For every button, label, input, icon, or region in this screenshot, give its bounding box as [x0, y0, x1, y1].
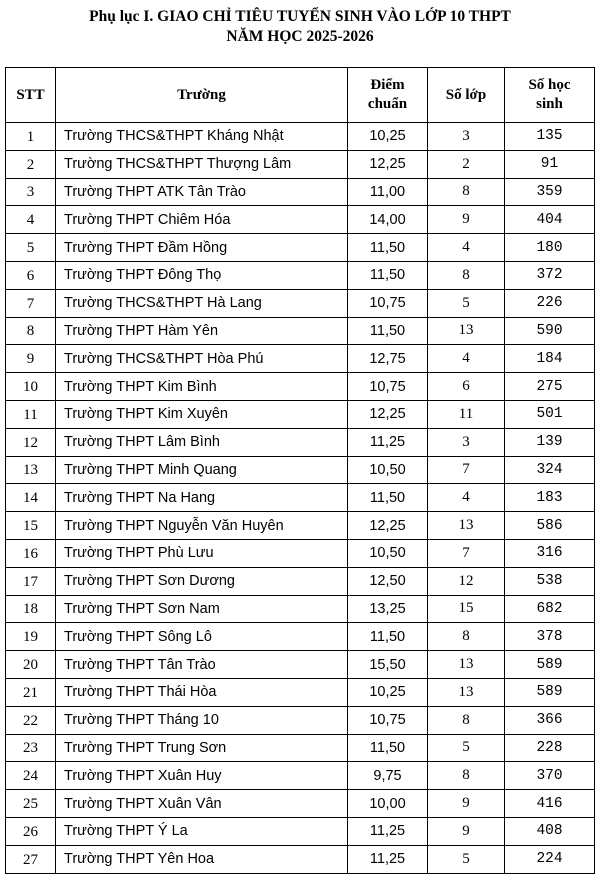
cell-classes: 15 — [428, 595, 505, 623]
cell-students: 228 — [505, 734, 595, 762]
cell-classes: 5 — [428, 845, 505, 873]
cell-score: 11,50 — [348, 261, 428, 289]
cell-students: 224 — [505, 845, 595, 873]
cell-classes: 8 — [428, 178, 505, 206]
cell-classes: 3 — [428, 428, 505, 456]
cell-score: 10,75 — [348, 289, 428, 317]
cell-stt: 23 — [6, 734, 56, 762]
cell-score: 11,25 — [348, 817, 428, 845]
cell-students: 183 — [505, 484, 595, 512]
cell-stt: 26 — [6, 817, 56, 845]
cell-score: 11,50 — [348, 317, 428, 345]
cell-score: 15,50 — [348, 651, 428, 679]
cell-school: Trường THPT Kim Xuyên — [56, 400, 348, 428]
cell-score: 10,25 — [348, 123, 428, 151]
cell-classes: 13 — [428, 678, 505, 706]
cell-classes: 5 — [428, 289, 505, 317]
cell-classes: 13 — [428, 317, 505, 345]
cell-score: 10,50 — [348, 456, 428, 484]
table-row — [6, 289, 595, 317]
cell-score: 10,00 — [348, 790, 428, 818]
cell-stt: 25 — [6, 790, 56, 818]
cell-classes: 11 — [428, 400, 505, 428]
cell-school: Trường THPT Na Hang — [56, 484, 348, 512]
cell-score: 9,75 — [348, 762, 428, 790]
cell-score: 11,50 — [348, 734, 428, 762]
cell-students: 501 — [505, 400, 595, 428]
cell-students: 370 — [505, 762, 595, 790]
cell-classes: 2 — [428, 150, 505, 178]
cell-stt: 19 — [6, 623, 56, 651]
cell-score: 12,50 — [348, 567, 428, 595]
cell-school: Trường THPT Hàm Yên — [56, 317, 348, 345]
table-row — [6, 762, 595, 790]
cell-school: Trường THPT Thái Hòa — [56, 678, 348, 706]
cell-students: 408 — [505, 817, 595, 845]
cell-students: 226 — [505, 289, 595, 317]
cell-students: 590 — [505, 317, 595, 345]
cell-school: Trường THPT Ý La — [56, 817, 348, 845]
cell-score: 11,00 — [348, 178, 428, 206]
cell-stt: 14 — [6, 484, 56, 512]
cell-score: 10,25 — [348, 678, 428, 706]
cell-score: 10,50 — [348, 539, 428, 567]
table-row — [6, 206, 595, 234]
cell-score: 11,50 — [348, 623, 428, 651]
cell-classes: 13 — [428, 651, 505, 679]
cell-school: Trường THPT Nguyễn Văn Huyên — [56, 512, 348, 540]
cell-students: 180 — [505, 234, 595, 262]
cell-school: Trường THPT Chiêm Hóa — [56, 206, 348, 234]
cell-students: 135 — [505, 123, 595, 151]
cell-score: 12,75 — [348, 345, 428, 373]
cell-classes: 9 — [428, 817, 505, 845]
cell-students: 538 — [505, 567, 595, 595]
table-row — [6, 484, 595, 512]
cell-score: 11,25 — [348, 428, 428, 456]
cell-stt: 22 — [6, 706, 56, 734]
table-row — [6, 706, 595, 734]
cell-stt: 24 — [6, 762, 56, 790]
table-body — [6, 123, 595, 874]
cell-students: 359 — [505, 178, 595, 206]
table-row — [6, 734, 595, 762]
table-row — [6, 261, 595, 289]
cell-classes: 9 — [428, 790, 505, 818]
cell-school: Trường THPT Yên Hoa — [56, 845, 348, 873]
table-row — [6, 512, 595, 540]
cell-school: Trường THPT Tháng 10 — [56, 706, 348, 734]
cell-school: Trường THPT Sông Lô — [56, 623, 348, 651]
cell-stt: 13 — [6, 456, 56, 484]
cell-score: 11,25 — [348, 845, 428, 873]
cell-stt: 8 — [6, 317, 56, 345]
table-row — [6, 317, 595, 345]
cell-school: Trường THPT Sơn Nam — [56, 595, 348, 623]
cell-students: 586 — [505, 512, 595, 540]
document-subtitle: NĂM HỌC 2025-2026 — [226, 28, 374, 45]
cell-score: 11,50 — [348, 234, 428, 262]
table-row — [6, 651, 595, 679]
cell-students: 324 — [505, 456, 595, 484]
cell-score: 11,50 — [348, 484, 428, 512]
cell-stt: 2 — [6, 150, 56, 178]
cell-school: Trường THCS&THPT Kháng Nhật — [56, 123, 348, 151]
cell-school: Trường THPT Tân Trào — [56, 651, 348, 679]
cell-classes: 8 — [428, 706, 505, 734]
document-title: Phụ lục I. GIAO CHỈ TIÊU TUYỂN SINH VÀO LỚP 10 THPT — [89, 8, 511, 25]
cell-stt: 1 — [6, 123, 56, 151]
cell-students: 372 — [505, 261, 595, 289]
cell-school: Trường THPT Đầm Hồng — [56, 234, 348, 262]
cell-classes: 7 — [428, 539, 505, 567]
cell-classes: 4 — [428, 234, 505, 262]
cell-stt: 27 — [6, 845, 56, 873]
table-row — [6, 539, 595, 567]
cell-stt: 18 — [6, 595, 56, 623]
table-header-row — [6, 68, 595, 123]
cell-students: 139 — [505, 428, 595, 456]
header-students: Số học sinh — [505, 68, 595, 123]
table-row — [6, 373, 595, 401]
cell-school: Trường THPT ATK Tân Trào — [56, 178, 348, 206]
cell-students: 316 — [505, 539, 595, 567]
cell-classes: 12 — [428, 567, 505, 595]
table-row — [6, 678, 595, 706]
cell-students: 184 — [505, 345, 595, 373]
cell-school: Trường THPT Xuân Vân — [56, 790, 348, 818]
cell-classes: 13 — [428, 512, 505, 540]
header-stt: STT — [6, 68, 56, 123]
cell-score: 12,25 — [348, 400, 428, 428]
cell-score: 12,25 — [348, 512, 428, 540]
cell-stt: 7 — [6, 289, 56, 317]
admission-table — [5, 67, 595, 874]
cell-classes: 9 — [428, 206, 505, 234]
header-classes: Số lớp — [428, 68, 505, 123]
table-row — [6, 123, 595, 151]
cell-score: 10,75 — [348, 706, 428, 734]
cell-stt: 3 — [6, 178, 56, 206]
cell-classes: 8 — [428, 623, 505, 651]
cell-stt: 10 — [6, 373, 56, 401]
table-row — [6, 595, 595, 623]
table-row — [6, 234, 595, 262]
cell-stt: 9 — [6, 345, 56, 373]
cell-classes: 4 — [428, 345, 505, 373]
cell-classes: 6 — [428, 373, 505, 401]
cell-students: 275 — [505, 373, 595, 401]
table-row — [6, 345, 595, 373]
table-row — [6, 845, 595, 873]
cell-students: 378 — [505, 623, 595, 651]
cell-stt: 20 — [6, 651, 56, 679]
cell-school: Trường THPT Sơn Dương — [56, 567, 348, 595]
cell-stt: 16 — [6, 539, 56, 567]
cell-classes: 5 — [428, 734, 505, 762]
cell-classes: 4 — [428, 484, 505, 512]
cell-school: Trường THPT Đông Thọ — [56, 261, 348, 289]
table-row — [6, 178, 595, 206]
cell-stt: 6 — [6, 261, 56, 289]
cell-students: 366 — [505, 706, 595, 734]
table-row — [6, 150, 595, 178]
table-row — [6, 567, 595, 595]
cell-score: 10,75 — [348, 373, 428, 401]
cell-students: 589 — [505, 678, 595, 706]
cell-school: Trường THPT Trung Sơn — [56, 734, 348, 762]
cell-stt: 5 — [6, 234, 56, 262]
table-row — [6, 623, 595, 651]
cell-score: 14,00 — [348, 206, 428, 234]
cell-school: Trường THCS&THPT Hà Lang — [56, 289, 348, 317]
cell-school: Trường THPT Lâm Bình — [56, 428, 348, 456]
cell-stt: 12 — [6, 428, 56, 456]
cell-school: Trường THPT Minh Quang — [56, 456, 348, 484]
cell-school: Trường THCS&THPT Thượng Lâm — [56, 150, 348, 178]
cell-stt: 17 — [6, 567, 56, 595]
cell-students: 682 — [505, 595, 595, 623]
cell-classes: 8 — [428, 261, 505, 289]
cell-school: Trường THPT Xuân Huy — [56, 762, 348, 790]
cell-students: 416 — [505, 790, 595, 818]
cell-stt: 4 — [6, 206, 56, 234]
cell-school: Trường THPT Phù Lưu — [56, 539, 348, 567]
cell-stt: 21 — [6, 678, 56, 706]
table-row — [6, 790, 595, 818]
cell-school: Trường THPT Kim Bình — [56, 373, 348, 401]
cell-students: 589 — [505, 651, 595, 679]
cell-score: 12,25 — [348, 150, 428, 178]
table-row — [6, 400, 595, 428]
cell-classes: 8 — [428, 762, 505, 790]
cell-score: 13,25 — [348, 595, 428, 623]
table-row — [6, 456, 595, 484]
table-row — [6, 817, 595, 845]
cell-school: Trường THCS&THPT Hòa Phú — [56, 345, 348, 373]
header-school: Trường — [56, 68, 348, 123]
cell-classes: 7 — [428, 456, 505, 484]
cell-students: 91 — [505, 150, 595, 178]
cell-stt: 11 — [6, 400, 56, 428]
cell-classes: 3 — [428, 123, 505, 151]
cell-students: 404 — [505, 206, 595, 234]
header-score: Điểm chuẩn — [348, 68, 428, 123]
table-row — [6, 428, 595, 456]
cell-stt: 15 — [6, 512, 56, 540]
